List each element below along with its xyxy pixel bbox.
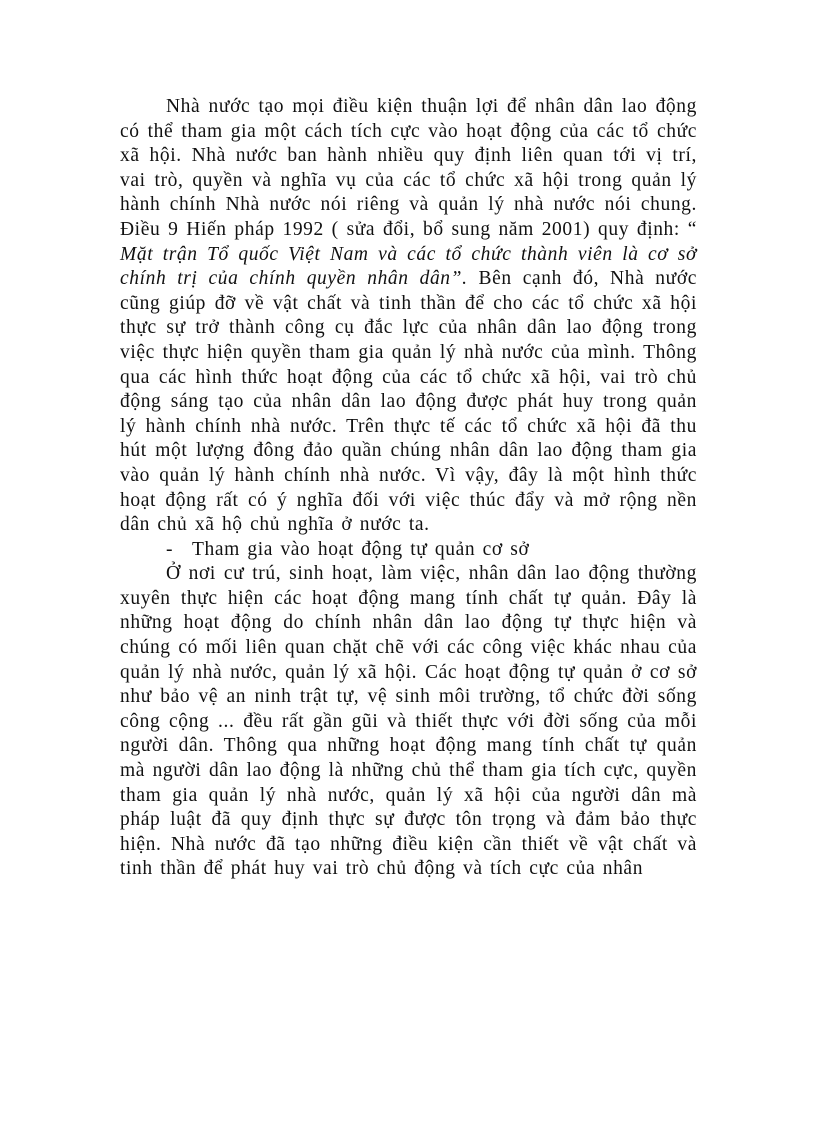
heading-text: Tham gia vào hoạt động tự quản cơ sở	[192, 538, 530, 560]
paragraph1-text-after: Bên cạnh đó, Nhà nước cũng giúp đỡ về vật chất và tinh thần để cho các tổ chức xã hội thực sự trở thành công cụ đắc lực của nhân dân lao động trong việc thực hiện quyền tham gia quản lý nhà nước của mình. Thông qua các hình thức hoạt động của các tổ chức xã hội, vai trò chủ động sáng tạo của nhân dân lao động được phát huy trong quản lý hành chính nhà nước. Trên thực tế các tổ chức xã hội đã thu hút một lượng đông đảo quần chúng nhân dân lao động tham gia vào quản lý hành chính nhà nước. Vì vậy, đây là một hình thức hoạt động rất có ý nghĩa đối với việc thúc đẩy và mở rộng nền dân chủ xã hộ chủ nghĩa ở nước ta.	[120, 268, 697, 536]
paragraph-self-management: Ở nơi cư trú, sinh hoạt, làm việc, nhân dân lao động thường xuyên thực hiện các hoạt động mang tính chất tự quản. Đây là những hoạt động do chính nhân dân lao động tự thực hiện và chúng có mối liên quan chặt chẽ với các công việc khác nhau của quản lý nhà nước, quản lý xã hội. Các hoạt động tự quản ở cơ sở như bảo vệ an ninh trật tự, vệ sinh môi trường, tổ chức đời sống công cộng ... đều rất gần gũi và thiết thực với đời sống của mỗi người dân. Thông qua những hoạt động mang tính chất tự quản mà người dân lao động là những chủ thể tham gia tích cực, quyền tham gia quản lý nhà nước, quản lý xã hội của người dân mà pháp luật đã quy định thực sự được tôn trọng và đảm bảo thực hiện. Nhà nước đã tạo những điều kiện cần thiết về vật chất và tinh thần để phát huy vai trò chủ động và tích cực của nhân	[120, 563, 697, 880]
heading-bullet: -	[166, 538, 174, 560]
paragraph1-text-before: Nhà nước tạo mọi điều kiện thuận lợi để nhân dân lao động có thể tham gia một cách tích cực vào hoạt động của các tổ chức xã hội. Nhà nước ban hành nhiều quy định liên quan tới vị trí, vai trò, quyền và nghĩa vụ của các tổ chức xã hội trong quản lý hành chính Nhà nước nói riêng và quản lý nhà nước nói chung. Điều 9 Hiến pháp 1992 ( sửa đổi, bổ sung năm 2001) quy định: “	[120, 96, 697, 240]
document-page	[120, 95, 697, 882]
paragraph1-quote: Mặt trận Tổ quốc Việt Nam và các tổ chức thành viên là cơ sở chính trị của chính quyền nhân dân”.	[120, 243, 697, 290]
paragraph-social-organizations	[120, 95, 697, 538]
section-heading	[120, 538, 697, 563]
